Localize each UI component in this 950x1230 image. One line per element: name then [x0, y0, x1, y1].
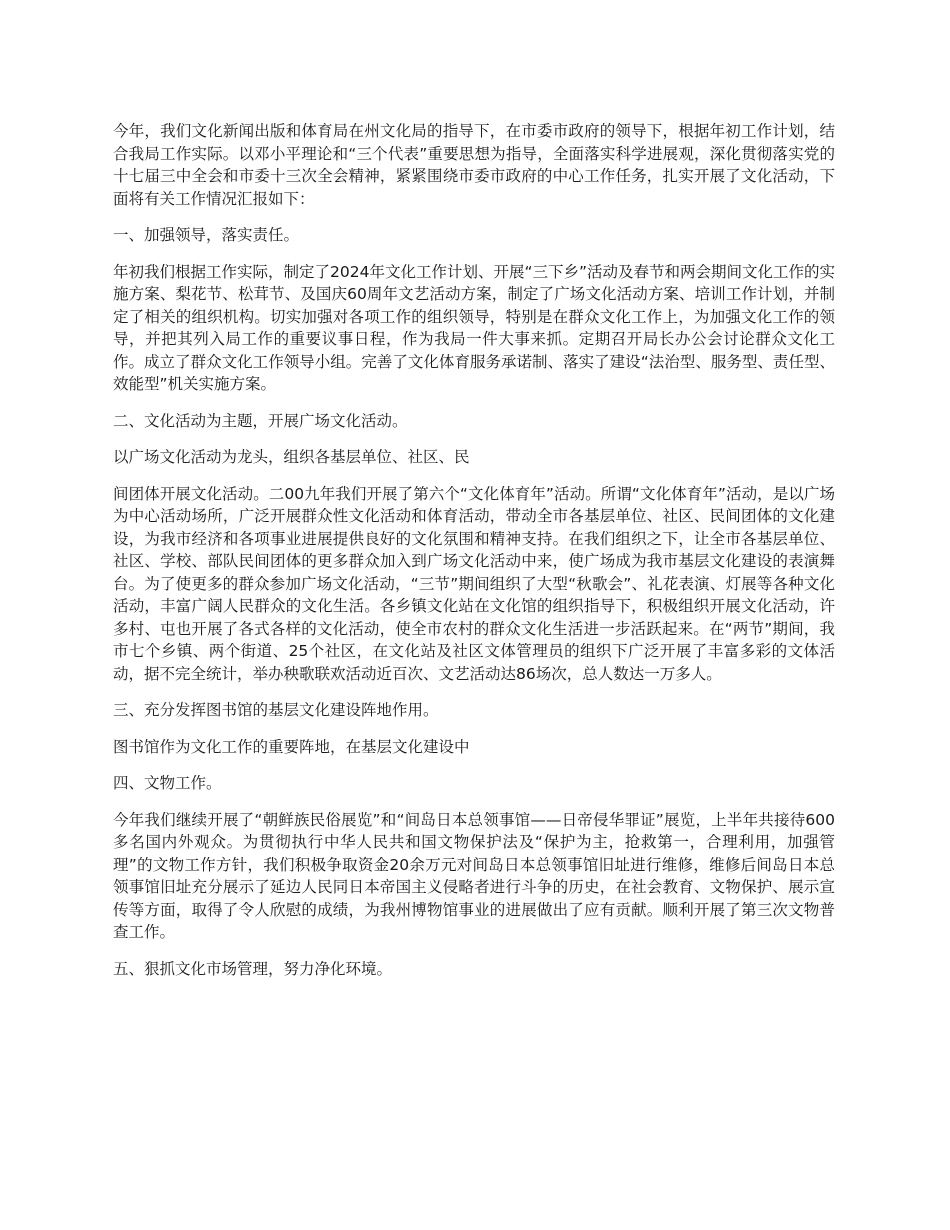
section-heading-1: 一、加强领导，落实责任。	[113, 226, 300, 244]
section-4-paragraph: 今年我们继续开展了“朝鲜族民俗展览”和“间岛日本总领事馆——日帝侵华罪证”展览，上半年共接待600多名国内外观众。为贯彻执行中华人民共和国文物保护法及“保护为主，抢救第一，合理利用，加强管理”的文物工作方针，我们积极争取资金20余万元对间岛日本总领事馆旧址进行维修，维修后间岛日本总领事馆旧址充分展示了延边人民同日本帝国主义侵略者进行斗争的历史，在社会教育、文物保护、展示宣传等方面，取得了令人欣慰的成绩，为我州博物馆事业的进展做出了应有贡献。顺利开展了第三次文物普查工作。	[113, 810, 835, 941]
section-heading-4: 四、文物工作。	[113, 774, 222, 792]
section-2-paragraph-2: 间团体开展文化活动。二00九年我们开展了第六个“文化体育年”活动。所谓“文化体育年”活动，是以广场为中心活动场所，广泛开展群众性文化活动和体育活动，带动全市各基层单位、社区、民间团体的文化建设，为我市经济和各项事业进展提供良好的文化氛围和精神支持。在我们组织之下，让全市各基层单位、社区、学校、部队民间团体的更多群众加入到广场文化活动中来，使广场成为我市基层文化建设的表演舞台。为了使更多的群众参加广场文化活动，“三节”期间组织了大型“秋歌会”、礼花表演、灯展等各种文化活动，丰富广阔人民群众的文化生活。各乡镇文化站在文化馆的组织指导下，积极组织开展文化活动，许多村、屯也开展了各式各样的文化活动，使全市农村的群众文化生活进一步活跃起来。在“两节”期间，我市七个乡镇、两个街道、25个社区，在文化站及社区文体管理员的组织下广泛开展了丰富多彩的文体活动，据不完全统计，举办秧歌联欢活动近百次、文艺活动达86场次，总人数达一万多人。	[113, 484, 835, 683]
section-1-paragraph: 年初我们根据工作实际，制定了2024年文化工作计划、开展“三下乡”活动及春节和两会期间文化工作的实施方案、梨花节、松茸节、及国庆60周年文艺活动方案，制定了广场文化活动方案、培训工作计划，并制定了相关的组织机构。切实加强对各项工作的组织领导，特别是在群众文化工作上，为加强文化工作的领导，并把其列入局工作的重要议事日程，作为我局一件大事来抓。定期召开局长办公会讨论群众文化工作。成立了群众文化工作领导小组。完善了文化体育服务承诺制、落实了建设“法治型、服务型、责任型、效能型”机关实施方案。	[113, 262, 836, 393]
section-heading-3: 三、充分发挥图书馆的基层文化建设阵地作用。	[113, 701, 439, 719]
intro-paragraph: 今年，我们文化新闻出版和体育局在州文化局的指导下，在市委市政府的领导下，根据年初工作计划，结合我局工作实际。以邓小平理论和“三个代表”重要思想为指导，全面落实科学进展观，深化贯彻落实党的十七届三中全会和市委十三次全会精神，紧紧围绕市委市政府的中心工作任务，扎实开展了文化活动，下面将有关工作情况汇报如下：	[113, 122, 835, 208]
section-3-paragraph: 图书馆作为文化工作的重要阵地，在基层文化建设中	[113, 737, 470, 756]
section-heading-2: 二、文化活动为主题，开展广场文化活动。	[113, 411, 408, 430]
section-heading-5: 五、狠抓文化市场管理，努力净化环境。	[113, 959, 393, 978]
document-body	[113, 120, 835, 994]
section-2-paragraph-1: 以广场文化活动为龙头，组织各基层单位、社区、民	[113, 448, 470, 466]
